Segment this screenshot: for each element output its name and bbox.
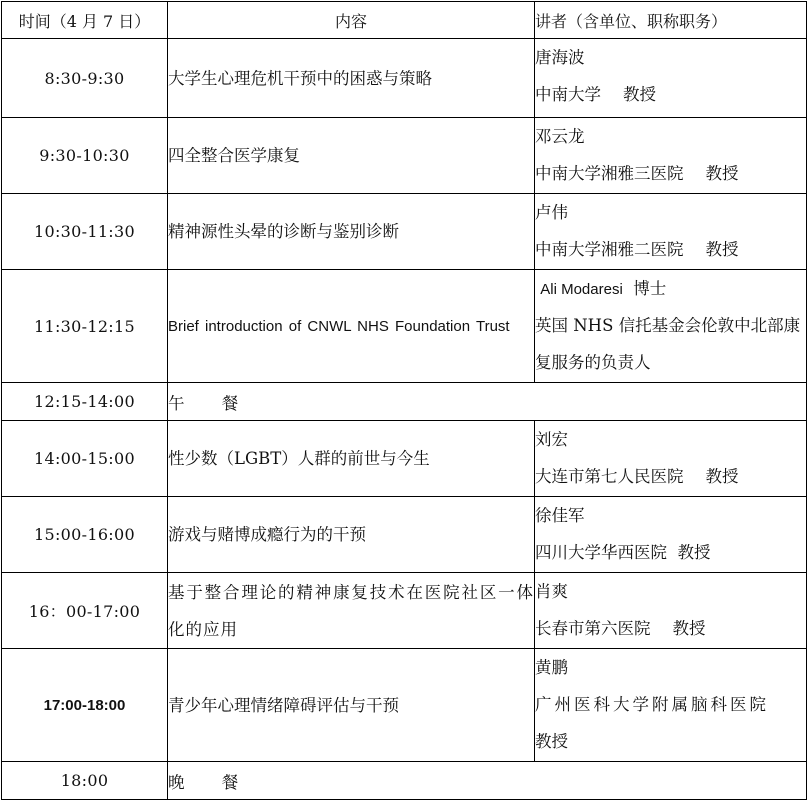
speaker-name: 黄鹏 <box>535 658 568 677</box>
speaker-cell <box>535 497 807 573</box>
speaker-affiliation <box>535 231 806 268</box>
speaker-title: 教授 <box>705 240 739 259</box>
table-row <box>2 270 807 383</box>
session-time: 14:00-15:00 <box>2 421 168 497</box>
speaker-cell <box>535 421 807 497</box>
header-row <box>2 2 807 39</box>
speaker-name: 邓云龙 <box>535 127 585 146</box>
table-row <box>2 194 807 270</box>
speaker-title: 教授 <box>535 732 568 751</box>
speaker-name: 徐佳军 <box>535 506 585 525</box>
session-topic: 性少数（LGBT）人群的前世与今生 <box>168 421 535 497</box>
speaker-name: Ali Modaresi <box>540 281 623 298</box>
table-row <box>2 649 807 762</box>
table-row <box>2 118 807 194</box>
session-topic: 游戏与赌博成瘾行为的干预 <box>168 497 535 573</box>
header-content: 内容 <box>168 2 535 39</box>
speaker-affiliation <box>535 610 806 647</box>
table-row <box>2 762 807 800</box>
session-time: 10:30-11:30 <box>2 194 168 270</box>
speaker-org: 英国 NHS 信托基金会伦敦中北部康复服务的负责人 <box>535 316 801 372</box>
table-row <box>2 497 807 573</box>
session-topic: 青少年心理情绪障碍评估与干预 <box>168 649 535 762</box>
speaker-org: 四川大学华西医院 <box>535 543 667 562</box>
speaker-affiliation <box>535 155 806 192</box>
session-time: 16：00-17:00 <box>2 573 168 649</box>
speaker-affiliation <box>535 76 806 113</box>
session-topic: 大学生心理危机干预中的困惑与策略 <box>168 39 535 118</box>
header-time: 时间（4 月 7 日） <box>2 2 168 39</box>
session-time: 15:00-16:00 <box>2 497 168 573</box>
header-speaker: 讲者（含单位、职称职务） <box>535 2 807 39</box>
session-time: 12:15-14:00 <box>2 383 168 421</box>
session-time: 18:00 <box>2 762 168 800</box>
speaker-cell <box>535 649 807 762</box>
session-topic: 基于整合理论的精神康复技术在医院社区一体化的应用 <box>168 573 535 649</box>
speaker-cell <box>535 118 807 194</box>
meal-break: 午 餐 <box>168 383 807 421</box>
schedule-table <box>1 1 807 800</box>
speaker-affiliation <box>535 458 806 495</box>
session-topic: 四全整合医学康复 <box>168 118 535 194</box>
speaker-org: 中南大学湘雅二医院 <box>535 240 684 259</box>
table-row <box>2 573 807 649</box>
meal-break: 晚 餐 <box>168 762 807 800</box>
speaker-title: 博士 <box>633 279 667 298</box>
speaker-title: 教授 <box>623 85 656 104</box>
speaker-name: 唐海波 <box>535 48 585 67</box>
speaker-cell <box>535 270 807 383</box>
speaker-affiliation <box>535 534 806 571</box>
speaker-name: 肖爽 <box>535 582 568 601</box>
session-time: 8:30-9:30 <box>2 39 168 118</box>
table-row <box>2 421 807 497</box>
speaker-cell <box>535 39 807 118</box>
speaker-title: 教授 <box>705 164 739 183</box>
speaker-title: 教授 <box>677 543 711 562</box>
speaker-title: 教授 <box>705 467 739 486</box>
speaker-name-line <box>535 270 806 307</box>
speaker-org: 中南大学 <box>535 85 601 104</box>
table-row <box>2 383 807 421</box>
speaker-org: 广州医科大学附属脑科医院 <box>535 695 769 714</box>
speaker-cell <box>535 194 807 270</box>
speaker-name: 卢伟 <box>535 203 568 222</box>
table-row <box>2 39 807 118</box>
speaker-title: 教授 <box>672 619 706 638</box>
speaker-org: 中南大学湘雅三医院 <box>535 164 684 183</box>
session-topic: 精神源性头晕的诊断与鉴别诊断 <box>168 194 535 270</box>
session-topic: Brief introduction of CNWL NHS Foundation Trust <box>168 270 535 383</box>
speaker-org: 长春市第六医院 <box>535 619 651 638</box>
speaker-org: 大连市第七人民医院 <box>535 467 684 486</box>
session-time: 9:30-10:30 <box>2 118 168 194</box>
speaker-name: 刘宏 <box>535 430 568 449</box>
session-time: 17:00-18:00 <box>2 649 168 762</box>
speaker-cell <box>535 573 807 649</box>
session-time: 11:30-12:15 <box>2 270 168 383</box>
